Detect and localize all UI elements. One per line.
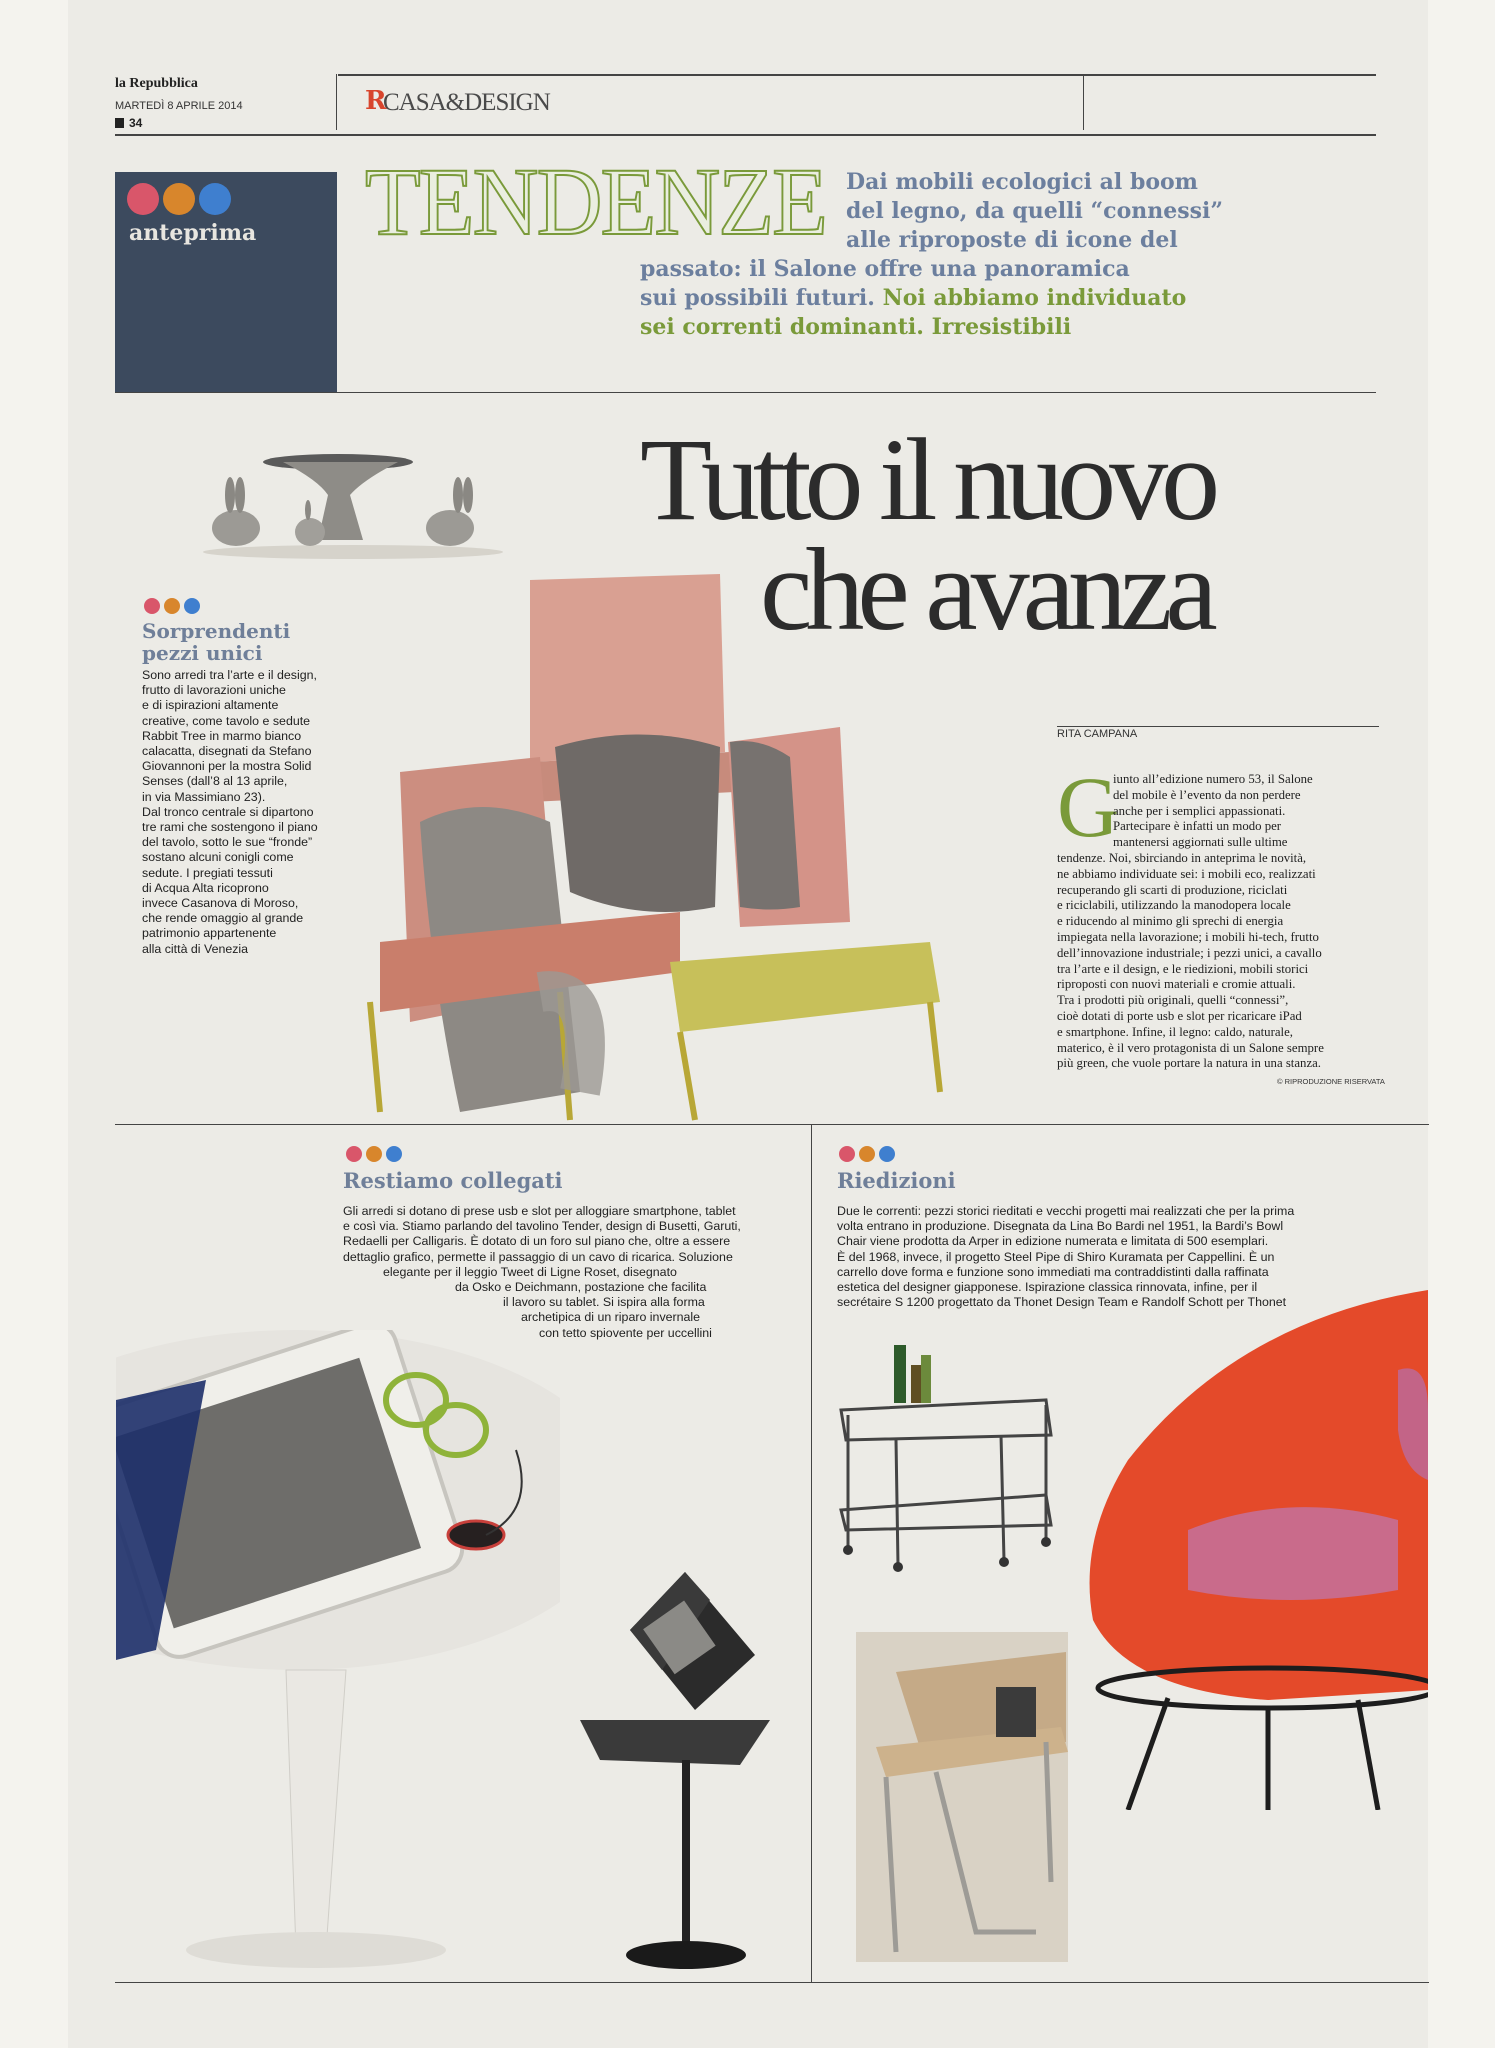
red-dot xyxy=(144,598,160,614)
article-text xyxy=(1057,772,1377,1072)
anteprima-badge xyxy=(115,172,337,392)
text-line: sedute. I pregiati tessuti xyxy=(142,865,273,880)
headline-line-2: che avanza xyxy=(760,524,1211,655)
headline-line-1: Tutto il nuovo xyxy=(640,414,1214,545)
text-line: calacatta, disegnati da Stefano xyxy=(142,744,312,759)
badge-label: anteprima xyxy=(129,220,257,246)
masthead-divider-left xyxy=(336,74,337,130)
dropcap: G xyxy=(1057,759,1120,855)
sorprendenti-body xyxy=(142,668,352,957)
sorprendenti-title xyxy=(142,620,290,664)
text-line: frutto di lavorazioni uniche xyxy=(142,683,286,698)
text-line: estetica del designer giapponese. Ispirazione classica rinnovata, infine, per il xyxy=(837,1280,1258,1295)
intro-line-green: Noi abbiamo individuato xyxy=(882,285,1187,311)
text-line: Rabbit Tree in marmo bianco xyxy=(142,728,302,743)
orange-dot xyxy=(164,598,180,614)
casanova-chair-photo xyxy=(340,572,1030,1124)
text-line: che rende omaggio al grande xyxy=(142,911,304,926)
text-line: Due le correnti: pezzi storici rieditati e vecchi progetti mai realizzati che per la prima xyxy=(837,1204,1295,1218)
bardi-bowl-chair-photo xyxy=(1068,1290,1428,1810)
text-line: tendenze. Noi, sbirciando in anteprima le novità, xyxy=(1057,850,1307,865)
text-line: in via Massimiano 23). xyxy=(142,789,266,804)
text-line: più green, che vuole portare la natura in una stanza. xyxy=(1057,1056,1321,1071)
steel-pipe-trolley-photo xyxy=(836,1345,1066,1575)
blue-dot xyxy=(386,1146,402,1162)
page-number: 34 xyxy=(129,116,143,130)
title-line: Sorprendenti xyxy=(142,619,291,643)
red-dot xyxy=(346,1146,362,1162)
masthead-rule-bottom xyxy=(115,134,1376,136)
text-line: iunto all’edizione numero 53, il Salone xyxy=(1113,772,1313,786)
text-line: patrimonio appartenente xyxy=(142,926,277,941)
text-line: Redaelli per Calligaris. È dotato di un foro sul piano che, oltre a essere xyxy=(343,1234,731,1249)
text-line: materico, è il vero protagonista di un Salone sempre xyxy=(1057,1040,1324,1055)
intro-line: alle riproposte di icone del xyxy=(846,227,1178,253)
page-number-marker xyxy=(115,118,124,128)
s1200-secretaire-photo xyxy=(856,1632,1068,1962)
text-line: Chair viene prodotta da Arper in edizione numerata e limitata di 500 esemplari. xyxy=(837,1234,1269,1249)
tendenze-rule-bottom xyxy=(115,392,1376,393)
tender-table-photo xyxy=(116,1330,560,1980)
byline-rule xyxy=(1057,726,1379,727)
orange-dot xyxy=(859,1146,875,1162)
text-line: sostano alcuni conigli come xyxy=(142,850,294,865)
text-line: di Acqua Alta ricoprono xyxy=(142,880,269,895)
orange-dot xyxy=(163,183,195,215)
intro-line-green: sei correnti dominanti. Irresistibili xyxy=(640,314,1072,340)
text-line: da Osko e Deichmann, postazione che facilita xyxy=(455,1280,707,1295)
text-line: e smartphone. Infine, il legno: caldo, naturale, xyxy=(1057,1024,1293,1039)
intro-line: passato: il Salone offre una panoramica xyxy=(640,256,1130,282)
text-line: e così via. Stiamo parlando del tavolino Tender, design di Busetti, Garuti, xyxy=(343,1219,741,1234)
text-line: volta entrano in produzione. Disegnata da Lina Bo Bardi nel 1951, la Bardi’s Bowl xyxy=(837,1219,1284,1234)
text-line: e di ispirazioni altamente xyxy=(142,698,279,713)
text-line: Gli arredi si dotano di prese usb e slot per alloggiare smartphone, tablet xyxy=(343,1204,736,1218)
text-line: ne abbiamo individuate sei: i mobili eco, realizzati xyxy=(1057,866,1316,881)
intro-line: del legno, da quelli “connessi” xyxy=(846,198,1224,224)
text-line: cioè dotati di porte usb e slot per ricaricare iPad xyxy=(1057,1008,1302,1023)
text-line: creative, come tavolo e sedute xyxy=(142,713,311,728)
intro-line: Dai mobili ecologici al boom xyxy=(846,169,1198,195)
blue-dot xyxy=(879,1146,895,1162)
text-line: recuperando gli scarti di produzione, riciclati xyxy=(1057,882,1288,897)
copyright: © RIPRODUZIONE RISERVATA xyxy=(1277,1077,1385,1086)
riedizioni-dots xyxy=(839,1146,895,1162)
tendenze-intro xyxy=(640,168,1360,342)
column-divider xyxy=(811,1124,812,1982)
title-line: pezzi unici xyxy=(142,641,263,665)
text-line: carrello dove forma e funzione sono immediati ma contraddistinti dalla raffinata xyxy=(837,1264,1269,1279)
text-line: secrétaire S 1200 progettato da Thonet Design Team e Randolf Schott per Thonet xyxy=(837,1295,1287,1310)
text-line: dell’innovazione industriale; i pezzi unici, a cavallo xyxy=(1057,945,1322,960)
tweet-lectern-photo xyxy=(570,1570,810,1980)
text-line: anche per i semplici appassionati. xyxy=(1113,803,1286,818)
riedizioni-title: Riedizioni xyxy=(837,1168,956,1193)
blue-dot xyxy=(199,183,231,215)
red-dot xyxy=(127,183,159,215)
orange-dot xyxy=(366,1146,382,1162)
text-line: mantenersi aggiornati sulle ultime xyxy=(1113,835,1288,850)
text-line: Giovannoni per la mostra Solid xyxy=(142,759,312,774)
collegati-title: Restiamo collegati xyxy=(343,1168,563,1193)
text-line: con tetto spiovente per uccellini xyxy=(539,1325,712,1340)
tendenze-kicker: TENDENZE xyxy=(365,148,826,255)
text-line: impiegata nella lavorazione; i mobili hi-tech, frutto xyxy=(1057,929,1319,944)
masthead-rule-top xyxy=(338,74,1376,76)
intro-line xyxy=(640,284,1360,313)
text-line: alla città di Venezia xyxy=(142,941,249,956)
text-line: dettaglio grafico, permette il passaggio di un cavo di ricarica. Soluzione xyxy=(343,1249,733,1264)
text-line: riproposti con nuovi materiali e cromie attuali. xyxy=(1057,977,1296,992)
text-line: invece Casanova di Moroso, xyxy=(142,896,299,911)
rabbit-tree-photo xyxy=(188,440,508,560)
text-line: Tra i prodotti più originali, quelli “connessi”, xyxy=(1057,993,1289,1008)
masthead xyxy=(115,76,1375,136)
text-line: Dal tronco centrale si dipartono xyxy=(142,804,314,819)
blue-dot xyxy=(184,598,200,614)
section-name: CASA&DESIGN xyxy=(383,89,550,116)
byline: RITA CAMPANA xyxy=(1057,728,1138,740)
text-line: e riciclabili, utilizzando la manodopera locale xyxy=(1057,898,1291,913)
collegati-body xyxy=(343,1204,763,1341)
middle-rule xyxy=(115,1124,1429,1125)
text-line: archetipica di un riparo invernale xyxy=(521,1310,701,1325)
text-line: Partecipare è infatti un modo per xyxy=(1113,819,1282,834)
badge-dots xyxy=(127,183,231,215)
text-line: e riducendo al minimo gli sprechi di energia xyxy=(1057,914,1284,929)
text-line: tra l’arte e il design, e le riedizioni, mobili storici xyxy=(1057,961,1309,976)
text-line: Senses (dall’8 al 13 aprile, xyxy=(142,774,288,789)
paper-name: la Repubblica xyxy=(115,76,198,91)
text-line: È del 1968, invece, il progetto Steel Pipe di Shiro Kuramata per Cappellini. È un xyxy=(837,1249,1275,1264)
bottom-rule xyxy=(115,1982,1429,1983)
text-line: del mobile è l’evento da non perdere xyxy=(1113,787,1301,802)
text-line: tre rami che sostengono il piano xyxy=(142,820,318,835)
red-dot xyxy=(839,1146,855,1162)
intro-line-part: sui possibili futuri. xyxy=(640,285,875,311)
section-r-logo: R xyxy=(365,86,387,116)
text-line: del tavolo, sotto le sue “fronde” xyxy=(142,835,313,850)
text-line: il lavoro su tablet. Si ispira alla forma xyxy=(503,1295,705,1310)
masthead-divider-right xyxy=(1083,74,1084,130)
text-line: elegante per il leggio Tweet di Ligne Roset, disegnato xyxy=(383,1264,677,1279)
issue-date: MARTEDÌ 8 APRILE 2014 xyxy=(115,100,243,112)
collegati-dots xyxy=(346,1146,402,1162)
sorprendenti-dots xyxy=(144,598,200,614)
text-line: Sono arredi tra l’arte e il design, xyxy=(142,668,317,682)
